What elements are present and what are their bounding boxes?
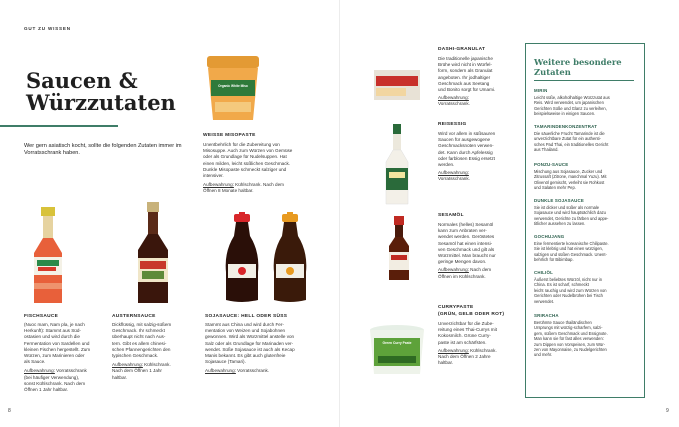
miso-jar-label: Organic White Miso <box>218 84 248 88</box>
dashi-description: Die traditionelle japanische Brühe wird nicht in Würfel- form, sondern als Granulat angeboten. Ihr jodhaltiger Geschmack aus Seetang und Bonito sorgt für Umami. Aufbewahrung: Vorratsschrank. <box>438 56 496 107</box>
fish-sauce-photo <box>22 205 74 305</box>
sidebar-heading-tamarind: TAMARINDENKONZENTRAT <box>534 124 598 129</box>
dashi-packet-photo <box>372 68 422 102</box>
sidebar-title: Weitere besondere Zutaten <box>534 57 622 77</box>
soy-sauce-photo <box>220 212 316 304</box>
section-kicker: GUT ZU WISSEN <box>24 26 71 31</box>
oyster-sauce-heading: AUSTERNSAUCE <box>112 314 156 319</box>
fish-sauce-description: (Nuoc mam, Nam pla, je nach Herkunft): Stammt aus Süd- ostasien und wird durch die Fermentation von Sardellen und kleinen Fischen hergestellt. Zum Würzen, zum Marinieren oder als Sauce. Aufbewahrung: Vorratsschrank (bei häufiger Verwendung), sonst Kühlschrank. Nach dem Öffnen 1 Jahr haltbar. <box>24 322 91 393</box>
sidebar-text-mirin: Leicht süße, alkoholhaltige Würzzutat aus Reis. Wird verwendet, um japanischen Gerichten Süße und Glanz zu verleihen, beispielsweise in einigen Saucen. <box>534 95 610 117</box>
sidebar-text-dark-soy: Sie ist dicker und süßer als normale Sojasauce und wird hauptsächlich dazu verwendet, Gerichte zu färben und appe- titlicher aussehen zu lassen. <box>534 205 609 227</box>
rice-vinegar-photo <box>380 122 414 206</box>
curry-tub-label: Green Curry Paste <box>382 341 412 345</box>
rice-vinegar-heading: REISESSIG <box>438 122 467 127</box>
page-number-left: 8 <box>8 408 11 414</box>
sidebar-heading-sriracha: SRIRACHA <box>534 313 559 318</box>
sidebar-heading-gochujang: GOCHUJANG <box>534 234 565 239</box>
oyster-sauce-photo <box>128 200 178 305</box>
rice-vinegar-description: Wird vor allem in süßsauren Saucen für ausgewogene Geschmacksnoten verwen- det. Kann durch Apfelessig oder farblosen Essig ersetzt werden. Aufbewahrung: Vorratsschrank. <box>438 131 496 182</box>
miso-heading: WEISSE MISOPASTE <box>203 133 256 138</box>
sidebar-heading-mirin: MIRIN <box>534 88 548 93</box>
sesame-oil-photo <box>384 214 414 282</box>
soy-sauce-description: Stammt aus China und wird durch Fer- mentation von Weizen und Sojabohnen gewonnen. Wird als Würzmittel anstelle von Salz oder als Grundlage für Marinaden ver- wendet. Süße Sojasauce ist auch als Kecap Manis bekannt. Es gibt auch glutenfreie Sojasauce (Tamari). Aufbewahrung: Vorratsschrank. <box>205 322 295 374</box>
sidebar-text-ponzu: Mischung aus Sojasauce, Zucker und Zitrussaft (Zitrone, manchmal Yuzu). Mit Olivenöl gemischt, verleiht sie Rohkost und Salaten mehr Pep. <box>534 169 607 191</box>
page-title <box>26 70 176 114</box>
page-number-right: 9 <box>666 408 669 414</box>
miso-jar-photo <box>203 54 263 124</box>
sidebar-rule <box>534 80 634 81</box>
curry-paste-photo <box>366 322 428 378</box>
title-line-1: Saucen & <box>26 68 138 93</box>
sesame-oil-description: Normales (helles) Sesamöl kann zum Anbraten ver- wendet werden. Geröstetes Sesamöl hat einen intensi- ven Geschmack und gilt als Würzmittel. Man braucht nur geringe Mengen davon. Aufbewahrung: Nach dem Öffnen im Kühlschrank. <box>438 222 496 279</box>
curry-paste-heading: CURRYPASTE <box>438 305 474 310</box>
curry-paste-description: Unverzichtbar für die Zube- reitung eines Thai-Currys mit Kokosmilch. Grüne Curry- paste ist am schärfsten. Aufbewahrung: Kühlschrank. Nach dem Öffnen 2 Jahre haltbar. <box>438 321 497 366</box>
title-rule <box>0 125 118 127</box>
sidebar-heading-chili-oil: CHILIÖL <box>534 270 553 275</box>
soy-sauce-heading: SOJASAUCE: HELL ODER SÜSS <box>205 314 288 319</box>
miso-description: Unentbehrlich für die Zubereitung von Misosuppe. Auch zum Würzen von Gemüse oder als Grundlage für Nudelsuppen. Hat einen milden, leicht süßlichen Geschmack. Dunkle Misopaste schmeckt salziger und intensiver. Aufbewahrung: Kühlschrank. Nach dem Öffnen 8 Monate haltbar. <box>203 142 293 194</box>
page-gutter <box>339 0 340 427</box>
curry-paste-subheading: (GRÜN, GELB ODER ROT) <box>438 312 505 317</box>
sidebar-heading-dark-soy: DUNKLE SOJASAUCE <box>534 198 585 203</box>
fish-sauce-heading: FISCHSAUCE <box>24 314 59 319</box>
sidebar-text-chili-oil: Äußerst beliebtes Würzöl, nicht nur in China. Es ist scharf, schmeckt leicht rauchig und wird zum Würzen von Gerichten oder Nudelbrühen bei Tisch verwendet. <box>534 277 607 304</box>
sidebar-text-tamarind: Die säuerliche Frucht Tamarinde ist die unverzichtbare Zutat für ein authenti- sches Pad Thai, ein traditionelles Gericht aus Thailand. <box>534 131 609 153</box>
oyster-sauce-description: Dickflüssig, mit salzig-süßem Geschmack. Ihr schmeckt überhaupt nicht nach Aus- tern. Gibt es allem chinesi- schen Pfannengerichten den typischen Geschmack. Aufbewahrung: Kühlschrank. Nach dem Öffnen 1 Jahr haltbar. <box>112 322 172 380</box>
title-line-2: Würzzutaten <box>26 90 176 115</box>
sesame-oil-heading: SESAMÖL <box>438 213 464 218</box>
sidebar-text-sriracha: Berühmte Sauce thailändischen Ursprungs mit würzig-scharfem, salzi- gem, süßem Geschmack und Essignote. Man kann sie für fast alles verwenden: zum Dippen von Vorspeisen, zum Wür- zen von Mayonnaise, zu Nudelgerichten und mehr. <box>534 320 608 358</box>
intro-text: Wer gern asiatisch kocht, sollte die folgenden Zutaten immer im Vorratsschrank haben. <box>24 143 182 157</box>
dashi-heading: DASHI-GRANULAT <box>438 47 486 52</box>
sidebar-text-gochujang: Eine fermentierte koreanische Chilipaste. Sie ist klebrig und hat einen würzigen, salzigen und süßen Geschmack. Unent- behrlich für Bibimbap. <box>534 241 609 263</box>
sidebar-heading-ponzu: PONZU-SAUCE <box>534 162 569 167</box>
